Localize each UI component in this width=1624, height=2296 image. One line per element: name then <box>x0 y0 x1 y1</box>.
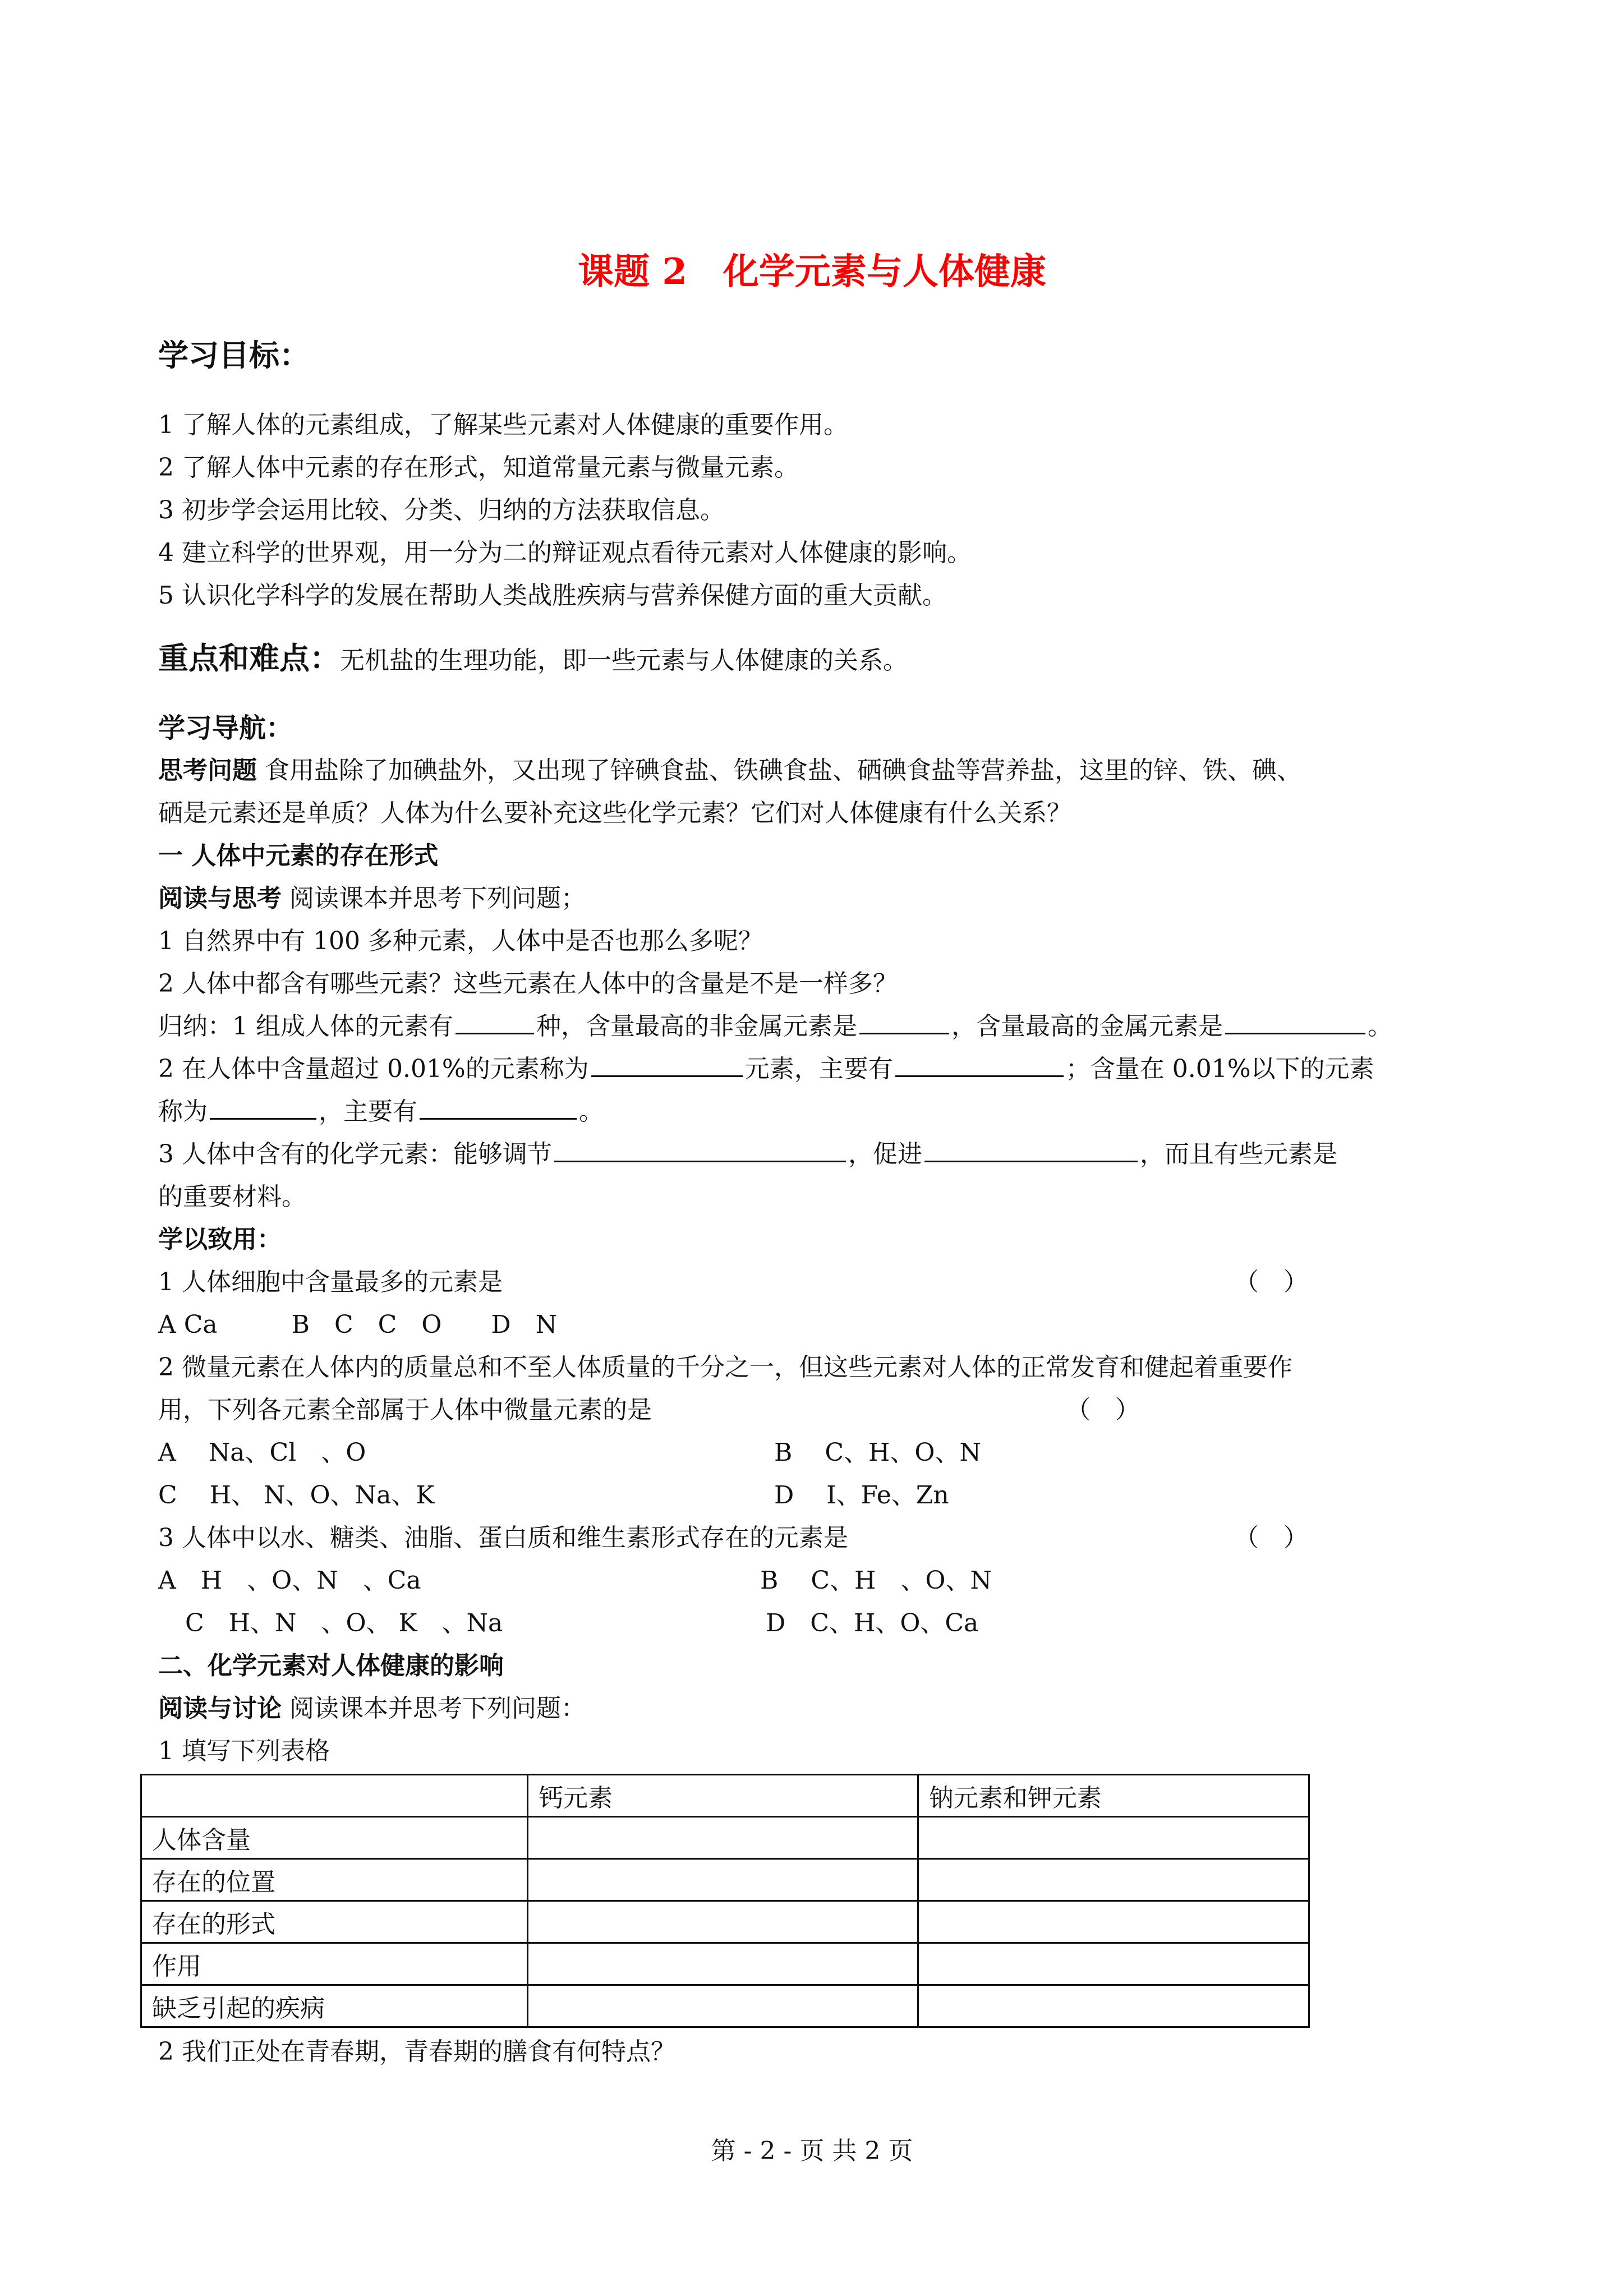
fill-blank[interactable] <box>420 1093 577 1120</box>
practice-q2-cont: 用，下列各元素全部属于人体中微量元素的是 <box>158 1396 652 1424</box>
option-c: C H、 N、O、Na、K <box>158 1481 435 1510</box>
goal-item: 3 初步学会运用比较、分类、归纳的方法获取信息。 <box>158 496 725 524</box>
table-row <box>141 1901 1309 1943</box>
row-label: 作用 <box>141 1943 528 1985</box>
answer-paren[interactable]: （ ） <box>1234 1268 1308 1296</box>
table-cell[interactable] <box>528 1943 918 1985</box>
option-c: C H、N 、O、 K 、Na <box>185 1609 503 1637</box>
section2-heading: 二、化学元素对人体健康的影响 <box>158 1651 504 1680</box>
practice-q3: 3 人体中以水、糖类、油脂、蛋白质和维生素形式存在的元素是 <box>158 1524 848 1552</box>
table-cell[interactable] <box>528 1901 918 1943</box>
option-b: B C、H、O、N <box>774 1438 981 1467</box>
answer-paren[interactable]: （ ） <box>1066 1396 1140 1424</box>
table-instruction: 1 填写下列表格 <box>158 1737 330 1765</box>
table-cell[interactable] <box>918 1859 1309 1901</box>
practice-q1-options: A Ca B C C O D N <box>158 1310 558 1339</box>
fill-blank[interactable] <box>924 1136 1138 1162</box>
summary-3-cont: 的重要材料。 <box>158 1182 306 1211</box>
read-text: 阅读课本并思考下列问题； <box>289 884 586 913</box>
key-points <box>158 637 1529 682</box>
practice-q1: 1 人体细胞中含量最多的元素是 <box>158 1268 503 1296</box>
table-header-row <box>141 1775 1309 1817</box>
summary-text: ；含量在 0.01%以下的元素 <box>1065 1055 1374 1083</box>
page-title: 课题 2 化学元素与人体健康 <box>578 251 1046 293</box>
summary-2-cont <box>158 1091 1529 1133</box>
table-cell[interactable] <box>528 1859 918 1901</box>
option-b: B C、H 、O、N <box>760 1566 992 1595</box>
goal-item: 5 认识化学科学的发展在帮助人类战胜疾病与营养保健方面的重大贡献。 <box>158 581 947 610</box>
fill-blank[interactable] <box>210 1093 316 1120</box>
read-think <box>158 877 1529 920</box>
row-label: 存在的形式 <box>141 1901 528 1943</box>
fill-blank[interactable] <box>895 1051 1064 1077</box>
table-cell[interactable] <box>918 1817 1309 1859</box>
option-a: A Na、Cl 、O <box>158 1438 366 1467</box>
summary-text: 种，含量最高的非金属元素是 <box>536 1012 857 1041</box>
summary-text: 元素，主要有 <box>744 1055 893 1083</box>
summary-2 <box>158 1048 1529 1091</box>
summary-text: 称为 <box>158 1097 208 1126</box>
read-text: 阅读课本并思考下列问题： <box>289 1694 586 1723</box>
think-question <box>158 749 1529 792</box>
table-cell[interactable] <box>918 1985 1309 2027</box>
goal-item: 2 了解人体中元素的存在形式，知道常量元素与微量元素。 <box>158 453 799 482</box>
question-2: 2 人体中都含有哪些元素？这些元素在人体中的含量是不是一样多？ <box>158 969 898 998</box>
table-header-cell: 钙元素 <box>528 1775 918 1817</box>
summary-text: 归纳：1 组成人体的元素有 <box>158 1012 453 1041</box>
element-table <box>140 1774 1310 2028</box>
goals-heading: 学习目标： <box>158 337 310 373</box>
table-row <box>141 1943 1309 1985</box>
summary-text: 2 在人体中含量超过 0.01%的元素称为 <box>158 1055 589 1083</box>
fill-blank[interactable] <box>1225 1008 1365 1034</box>
table-cell[interactable] <box>528 1985 918 2027</box>
table-cell[interactable] <box>918 1943 1309 1985</box>
think-text-2: 硒是元素还是单质？人体为什么要补充这些化学元素？它们对人体健康有什么关系？ <box>158 799 1071 827</box>
summary-text: ，而且有些元素是 <box>1139 1140 1337 1168</box>
table-header-cell: 钠元素和钾元素 <box>918 1775 1309 1817</box>
table-row <box>141 1985 1309 2027</box>
table-cell[interactable] <box>918 1901 1309 1943</box>
page-footer: 第 - 2 - 页 共 2 页 <box>711 2137 913 2165</box>
practice-q2: 2 微量元素在人体内的质量总和不至人体质量的千分之一，但这些元素对人体的正常发育和健起着重要作 <box>158 1353 1292 1382</box>
summary-text: ，含量最高的金属元素是 <box>951 1012 1223 1041</box>
row-label: 缺乏引起的疾病 <box>141 1985 528 2027</box>
option-a: A H 、O、N 、Ca <box>158 1566 421 1595</box>
section1-heading: 一 人体中元素的存在形式 <box>158 841 439 870</box>
summary-text: 。 <box>1367 1012 1392 1041</box>
option-d: D I、Fe、Zn <box>774 1481 949 1510</box>
table-cell[interactable] <box>528 1817 918 1859</box>
think-text: 食用盐除了加碘盐外，又出现了锌碘食盐、铁碘食盐、硒碘食盐等营养盐，这里的锌、铁、碘、 <box>265 756 1301 785</box>
key-text: 无机盐的生理功能，即一些元素与人体健康的关系。 <box>340 646 908 675</box>
table-row <box>141 1859 1309 1901</box>
summary-1 <box>158 1005 1529 1048</box>
practice-heading: 学以致用： <box>158 1225 282 1254</box>
summary-text: ，主要有 <box>319 1097 417 1126</box>
goal-item: 1 了解人体的元素组成，了解某些元素对人体健康的重要作用。 <box>158 411 848 439</box>
read-label: 阅读与思考 <box>158 884 282 913</box>
table-header-cell <box>141 1775 528 1817</box>
option-d: D C、H、O、Ca <box>766 1609 979 1637</box>
summary-text: 。 <box>579 1097 604 1126</box>
summary-text: 3 人体中含有的化学元素：能够调节 <box>158 1140 552 1168</box>
read-discuss <box>158 1687 1529 1730</box>
answer-paren[interactable]: （ ） <box>1234 1524 1308 1552</box>
row-label: 存在的位置 <box>141 1859 528 1901</box>
key-heading: 重点和难点： <box>158 640 340 676</box>
goal-item: 4 建立科学的世界观，用一分为二的辩证观点看待元素对人体健康的影响。 <box>158 539 972 567</box>
fill-blank[interactable] <box>456 1008 534 1034</box>
read-label: 阅读与讨论 <box>158 1694 282 1723</box>
table-row <box>141 1817 1309 1859</box>
fill-blank[interactable] <box>859 1008 949 1034</box>
fill-blank[interactable] <box>591 1051 743 1077</box>
section2-question-2: 2 我们正处在青春期，青春期的膳食有何特点？ <box>158 2037 675 2066</box>
summary-3 <box>158 1133 1529 1176</box>
think-label: 思考问题 <box>158 756 257 785</box>
guide-heading: 学习导航： <box>158 712 293 744</box>
row-label: 人体含量 <box>141 1817 528 1859</box>
fill-blank[interactable] <box>554 1136 846 1162</box>
question-1: 1 自然界中有 100 多种元素，人体中是否也那么多呢？ <box>158 927 763 955</box>
summary-text: ，促进 <box>848 1140 922 1168</box>
